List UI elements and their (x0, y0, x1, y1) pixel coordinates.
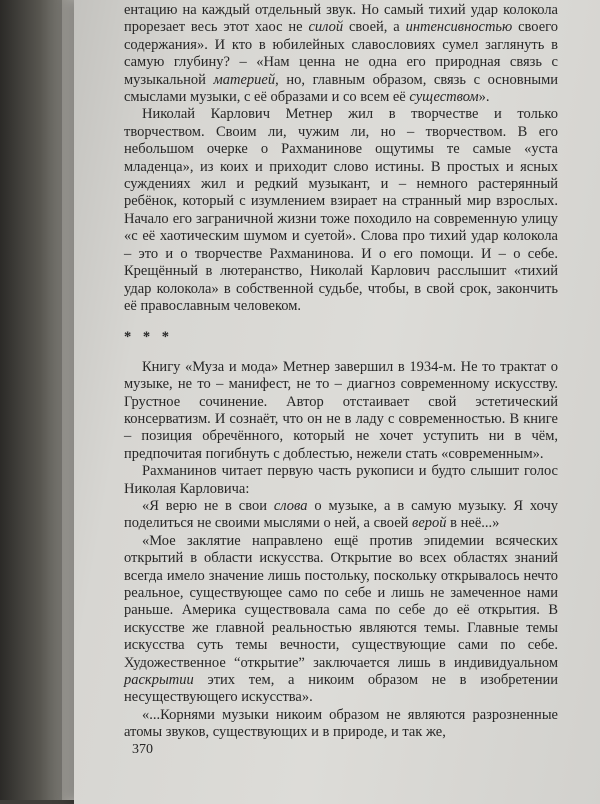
text-column (124, 2, 558, 742)
paragraph-metner-creativity (124, 106, 558, 315)
paragraph-muse-and-fashion (124, 359, 558, 463)
quote-belief-in-music (124, 498, 558, 533)
book-page (74, 0, 600, 804)
italic-text-run: раскрытии (124, 672, 194, 689)
background-surface (0, 0, 72, 800)
italic-text-run: слова (273, 497, 308, 514)
italic-text-run: материей (213, 71, 276, 88)
quote-discoveries (124, 533, 558, 707)
italic-text-run: силой (308, 19, 344, 36)
quote-roots-of-music (124, 707, 558, 742)
text-run: «Я верю не в свои (142, 497, 274, 514)
text-run: Рахманинов читает первую часть рукописи и будто слышит голос Николая Карловича: (124, 463, 558, 497)
text-run: «...Корнями музыки никоим образом не являются разрозненные атомы звуков, существующих и в природе, и так же, (124, 706, 558, 741)
section-separator: * * * (124, 329, 173, 346)
text-run: «Мое заклятие направлено ещё против эпидемии всяческих открытий в области искусства. Открытие во всех областях знаний всегда имело значение лишь постольку, поскольку открывалось нечто реальное, существующее само по себе и лишь не замеченное нами раньше. Америка существовала сама по себе до её открытия. В искусстве же главной реальностью являются темы. Главные темы искусства суть темы вечности, существующие сами по себе. Художественное “открытие” заключается лишь в индивидуальном (124, 532, 558, 671)
text-run: Николай Карлович Метнер жил в творчестве и только творчеством. Своим ли, чужим ли, но – творчеством. В его небольшом очерке о Рахманинове ощутимы те самые «уста младенца», из коих и приходит слово истины. В простых и ясных суждениях жил и редкий музыкант, и – немного растерянный ребёнок, который с изумлением взирает на странный мир взрослых. Начало его заграничной жизни тоже походило на современную улицу «с её хаотическим шумом и суетой». Слова про тихий удар колокола – это и о творчестве Рахманинова. И о его помощи. И – о себе. Крещённый в лютеранство, Николай Карлович расслышит «тихий удар колокола» в собственной судьбе, чтобы, в свой срок, закончить её православным человеком. (124, 106, 558, 314)
text-run: ентацию на каждый отдельный звук. Но самый тихий удар колокола прорезает весь этот хаос не (124, 2, 558, 36)
page-number: 370 (132, 742, 153, 757)
text-run: этих тем, а никоим образом не в изобретении несуществующего искусства». (124, 672, 558, 706)
paragraph-continuation (124, 2, 558, 106)
italic-text-run: верой (412, 515, 447, 532)
text-run: ». (478, 89, 490, 106)
text-run: своего содержания». И кто в юбилейных славословиях сумел заглянуть в самую глубину? – «Нам ценна не одна его природная связь с музыкальной (124, 19, 559, 88)
italic-text-run: существом (409, 89, 479, 106)
text-run: своей, а (343, 19, 406, 36)
text-run: Книгу «Муза и мода» Метнер завершил в 1934-м. Не то трактат о музыке, не то – манифест, не то – диагноз современному искусству. Грустное сочинение. Автор отстаивает свой эстетический консерватизм. И сознаёт, что он не в ладу с современностью. В книге – позиция обречённого, который не хочет уступить ни в чём, предпочитая погибнуть с доблестью, нежели стать «современным». (124, 358, 558, 462)
italic-text-run: интенсивностью (405, 19, 513, 36)
text-run: в неё...» (446, 515, 500, 532)
paragraph-rachmaninov-reads (124, 463, 558, 498)
text-run: о музыке, а в самую музыку. Я хочу поделиться не своими мыслями о ней, а своей (124, 497, 558, 532)
text-run: , но, главным образом, связь с основными смыслами музыки, с её образами и со всем её (124, 71, 559, 106)
